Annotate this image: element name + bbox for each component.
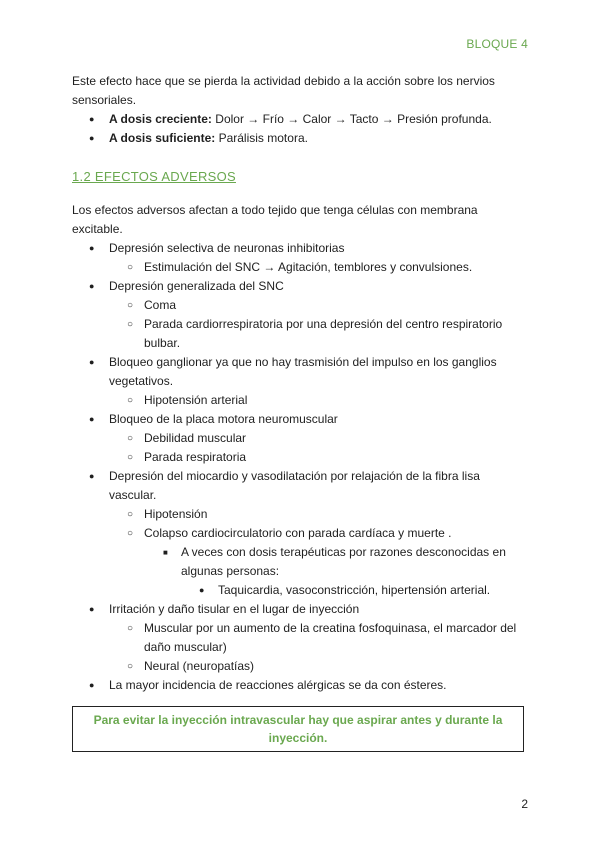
list-item-text: Irritación y daño tisular en el lugar de inyección	[109, 602, 360, 616]
list-item-text: Dolor → Frío → Calor → Tacto → Presión profunda.	[211, 112, 492, 126]
adverse-effects-list	[72, 277, 530, 296]
sublist	[72, 429, 530, 467]
list-item	[72, 600, 530, 619]
sublist-item: ○ Parada respiratoria	[72, 448, 530, 467]
callout-box	[72, 706, 524, 752]
sublist-item: ■ A veces con dosis terapéuticas por razones desconocidas en algunas personas:	[72, 543, 530, 581]
sublist-item: ○ Debilidad muscular	[72, 429, 530, 448]
sublist-item: ○ Hipotensión arterial	[72, 391, 530, 410]
list-item	[72, 353, 530, 391]
list-item-text: La mayor incidencia de reacciones alérgicas se da con ésteres.	[109, 678, 447, 692]
list-item-text: Depresión generalizada del SNC	[109, 279, 284, 293]
list-item	[72, 410, 530, 429]
sublist-item: ○ Estimulación del SNC → Agitación, temblores y convulsiones.	[72, 258, 530, 277]
sublist-level4	[72, 581, 530, 600]
adverse-effects-list	[72, 600, 530, 619]
sublist-item: ○ Colapso cardiocirculatorio con parada cardíaca y muerte .	[72, 524, 530, 543]
section-paragraph: Los efectos adversos afectan a todo tejido que tenga células con membrana excitable.	[72, 203, 478, 236]
sublist	[72, 296, 530, 353]
list-item-text: Bloqueo de la placa motora neuromuscular	[109, 412, 338, 426]
list-item-bold: A dosis suficiente:	[109, 131, 216, 145]
sublist-item: ○ Parada cardiorrespiratoria por una depresión del centro respiratorio bulbar.	[72, 315, 530, 353]
adverse-effects-list	[72, 467, 530, 505]
adverse-effects-list	[72, 239, 530, 258]
document-body	[72, 72, 530, 695]
sublist	[72, 505, 530, 543]
list-item	[72, 467, 530, 505]
list-item	[72, 239, 530, 258]
list-item-bold: A dosis creciente:	[109, 112, 212, 126]
list-item-text: Depresión selectiva de neuronas inhibitorias	[109, 241, 345, 255]
page-number: 2	[521, 797, 528, 811]
list-item	[72, 676, 530, 695]
sublist-item: ○ Neural (neuropatías)	[72, 657, 530, 676]
sublist-item: ○ Hipotensión	[72, 505, 530, 524]
sublist-item: ○ Muscular por un aumento de la creatina fosfoquinasa, el marcador del daño muscular)	[72, 619, 530, 657]
sublist	[72, 258, 530, 277]
list-item	[72, 129, 530, 148]
list-item-text: Parálisis motora.	[215, 131, 308, 145]
sublist-level3	[72, 543, 530, 581]
list-item	[72, 277, 530, 296]
intro-paragraph: Este efecto hace que se pierda la actividad debido a la acción sobre los nervios sensoriales.	[72, 74, 495, 107]
list-item	[72, 110, 530, 129]
section-heading: 1.2 EFECTOS ADVERSOS	[72, 169, 236, 184]
callout-text: Para evitar la inyección intravascular hay que aspirar antes y durante la inyección.	[93, 713, 503, 745]
section-header: BLOQUE 4	[466, 37, 528, 51]
sublist	[72, 619, 530, 676]
adverse-effects-list	[72, 410, 530, 429]
adverse-effects-list	[72, 676, 530, 695]
list-item-text: Bloqueo ganglionar ya que no hay trasmisión del impulso en los ganglios vegetativos.	[109, 355, 497, 388]
intro-list	[72, 110, 530, 148]
sublist	[72, 391, 530, 410]
sublist-item: ● Taquicardia, vasoconstricción, hipertensión arterial.	[72, 581, 530, 600]
list-item-text: Depresión del miocardio y vasodilatación por relajación de la fibra lisa vascular.	[109, 469, 480, 502]
sublist-item: ○ Coma	[72, 296, 530, 315]
adverse-effects-list	[72, 353, 530, 391]
